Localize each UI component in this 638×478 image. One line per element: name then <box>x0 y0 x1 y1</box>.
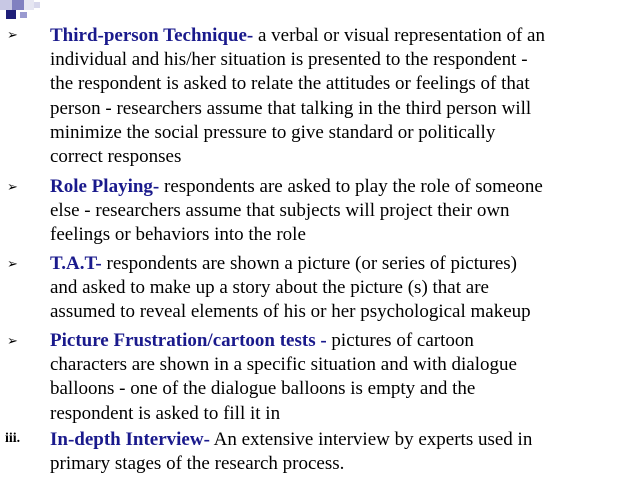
item-line: balloons - one of the dialogue balloons is empty and the <box>50 378 476 400</box>
item-line: characters are shown in a specific situation and with dialogue <box>50 354 517 376</box>
item-line: and asked to make up a story about the picture (s) that are <box>50 277 489 299</box>
item-text <box>50 329 636 426</box>
item-text <box>50 24 636 169</box>
item-line: assumed to reveal elements of his or her psychological makeup <box>50 301 531 323</box>
item-line: minimize the social pressure to give standard or politically <box>50 121 496 143</box>
item-line: respondent is asked to fill it in <box>50 402 281 424</box>
deco-square <box>20 12 27 18</box>
item-line: An extensive interview by experts used in <box>209 429 533 450</box>
item-line: the respondent is asked to relate the attitudes or feelings of that <box>50 73 530 95</box>
arrow-bullet-icon: ➢ <box>7 333 18 348</box>
item-term: Role Playing- <box>50 176 160 197</box>
item-line: person - researchers assume that talking in the third person will <box>50 97 532 119</box>
deco-square <box>12 0 24 10</box>
item-line: correct responses <box>50 146 182 168</box>
item-line: respondents are shown a picture (or series of pictures) <box>101 253 517 274</box>
item-line: individual and his/her situation is presented to the respondent - <box>50 49 528 71</box>
item-text <box>50 175 636 248</box>
roman-numeral-marker: iii. <box>5 431 21 446</box>
item-line: respondents are asked to play the role of someone <box>159 176 543 197</box>
item-text <box>50 252 636 325</box>
item-line: primary stages of the research process. <box>50 453 345 475</box>
item-term: Picture Frustration/cartoon tests - <box>50 330 327 351</box>
deco-square <box>34 2 40 8</box>
item-term: In-depth Interview- <box>50 429 210 450</box>
deco-square <box>6 10 16 19</box>
item-line: a verbal or visual representation of an <box>253 25 545 46</box>
item-line: feelings or behaviors into the role <box>50 224 306 246</box>
arrow-bullet-icon: ➢ <box>7 27 18 42</box>
arrow-bullet-icon: ➢ <box>7 179 18 194</box>
item-text <box>50 428 636 476</box>
arrow-bullet-icon: ➢ <box>7 256 18 271</box>
deco-square <box>24 0 34 10</box>
item-line: else - researchers assume that subjects will project their own <box>50 200 510 222</box>
deco-square <box>0 0 12 10</box>
item-term: Third-person Technique- <box>50 25 254 46</box>
item-line: pictures of cartoon <box>326 330 474 351</box>
item-term: T.A.T- <box>50 253 102 274</box>
